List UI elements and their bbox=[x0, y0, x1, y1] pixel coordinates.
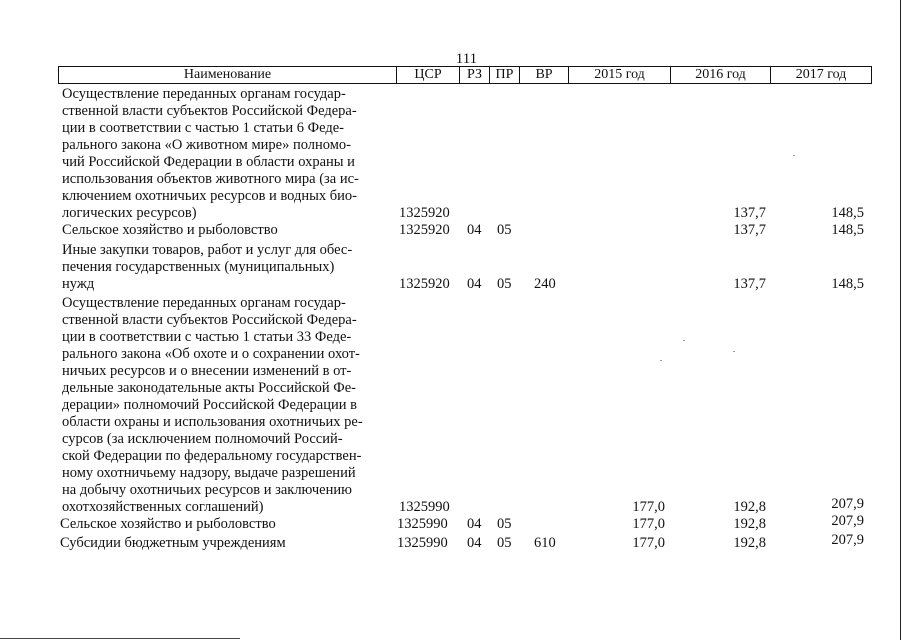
row-2017: 148,5 bbox=[831, 205, 864, 221]
row-vr: 610 bbox=[534, 535, 556, 551]
row-name: Осуществление переданных органам государ- ственной власти субъектов Российской Федера- ции в соответствии с частью 1 статьи 6 Феде- рального закона «О животном мире» полномо- чий Российской Федерации в области охраны и использования объектов животного мира (за ис- ключением охотничьих ресурсов и водных био- логических ресурсов) bbox=[62, 86, 359, 221]
header-rz: РЗ bbox=[460, 67, 490, 83]
row-2017: 148,5 bbox=[831, 222, 864, 238]
row-2016: 192,8 bbox=[733, 516, 766, 532]
row-2016: 192,8 bbox=[733, 535, 766, 551]
row-2017: 148,5 bbox=[831, 276, 864, 292]
header-2016: 2016 год bbox=[671, 67, 771, 83]
header-csr: ЦСР bbox=[397, 67, 460, 83]
row-pr: 05 bbox=[497, 222, 512, 238]
row-2016: 137,7 bbox=[733, 276, 766, 292]
row-2015: 177,0 bbox=[632, 516, 665, 532]
scan-speck bbox=[683, 340, 685, 341]
row-2016: 192,8 bbox=[733, 499, 766, 515]
row-pr: 05 bbox=[497, 516, 512, 532]
row-name: Сельское хозяйство и рыболовство bbox=[60, 516, 276, 532]
header-vr: ВР bbox=[520, 67, 569, 83]
row-2017: 207,9 bbox=[831, 532, 864, 548]
row-2015: 177,0 bbox=[632, 535, 665, 551]
row-rz: 04 bbox=[467, 516, 482, 532]
row-2015: 177,0 bbox=[632, 499, 665, 515]
scan-speck bbox=[660, 360, 662, 361]
row-csr: 1325920 bbox=[399, 205, 450, 221]
scan-speck bbox=[793, 155, 795, 156]
row-csr: 1325990 bbox=[397, 535, 448, 551]
row-name: Иные закупки товаров, работ и услуг для обес- печения государственных (муниципальных) нужд bbox=[62, 242, 353, 292]
header-name: Наименование bbox=[59, 67, 397, 83]
header-pr: ПР bbox=[490, 67, 520, 83]
row-name: Осуществление переданных органам государ- ственной власти субъектов Российской Федера- ции в соответствии с частью 1 статьи 33 Феде- рального закона «Об охоте и о сохранении охот- ничьих ресурсов и о внесении изменений в от- дельные законодательные акты Российской Фе- дерации» полномочий Российской Федерации в области охраны и использования охотничьих ре- сурсов (за исключением полномочий Россий- ской Федерации по федеральному государствен- ному охотничьему надзору, выдаче разрешений на добычу охотничьих ресурсов и заключению охотхозяйственных соглашений) bbox=[62, 295, 363, 515]
row-name: Субсидии бюджетным учреждениям bbox=[60, 535, 286, 551]
row-csr: 1325990 bbox=[399, 499, 450, 515]
page-number: 111 bbox=[455, 51, 478, 67]
row-rz: 04 bbox=[467, 222, 482, 238]
row-rz: 04 bbox=[467, 535, 482, 551]
row-2017: 207,9 bbox=[831, 513, 864, 529]
row-csr: 1325920 bbox=[399, 276, 450, 292]
row-pr: 05 bbox=[497, 276, 512, 292]
scan-speck bbox=[733, 351, 735, 352]
row-2017: 207,9 bbox=[831, 496, 864, 512]
scan-edge-border bbox=[900, 0, 901, 640]
header-2015: 2015 год bbox=[569, 67, 671, 83]
table-header bbox=[58, 66, 872, 84]
row-csr: 1325990 bbox=[397, 516, 448, 532]
row-rz: 04 bbox=[467, 276, 482, 292]
row-2016: 137,7 bbox=[733, 205, 766, 221]
row-csr: 1325920 bbox=[399, 222, 450, 238]
scan-edge-line bbox=[0, 638, 240, 639]
header-2017: 2017 год bbox=[795, 67, 847, 82]
row-name: Сельское хозяйство и рыболовство bbox=[62, 222, 278, 238]
row-2016: 137,7 bbox=[733, 222, 766, 238]
row-vr: 240 bbox=[534, 276, 556, 292]
row-pr: 05 bbox=[497, 535, 512, 551]
